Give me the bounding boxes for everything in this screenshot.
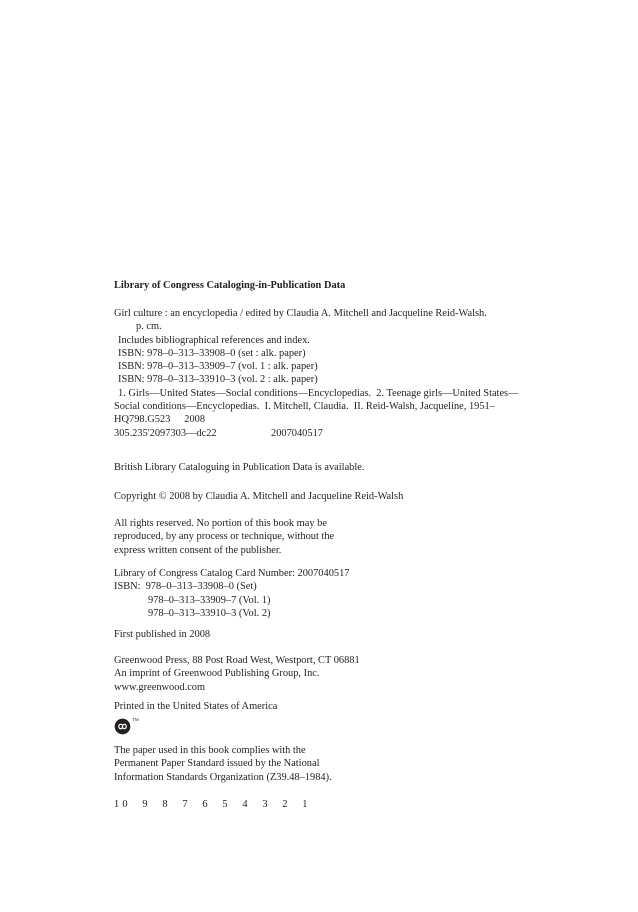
publisher-block bbox=[114, 654, 594, 694]
paper-statement-line: Permanent Paper Standard issued by the National bbox=[114, 758, 320, 770]
rights-line: All rights reserved. No portion of this book may be bbox=[114, 518, 327, 529]
cip-callyear: 2008 bbox=[184, 414, 206, 426]
copyright-statement: Copyright © 2008 by Claudia A. Mitchell and Jacqueline Reid-Walsh bbox=[114, 491, 404, 502]
paper-block bbox=[114, 744, 594, 784]
catalog-block bbox=[114, 567, 594, 620]
cip-subjects-line2: Social conditions—Encyclopedias. I. Mitchell, Claudia. II. Reid-Walsh, Jacqueline, 1951– bbox=[114, 401, 495, 413]
british-library-statement: British Library Cataloguing in Publication Data is available. bbox=[114, 462, 365, 473]
printing-number-line: 10 9 8 7 6 5 4 3 2 1 bbox=[114, 799, 311, 810]
infinity-paper-standard-icon bbox=[114, 718, 131, 735]
cip-heading: Library of Congress Cataloging-in-Publication Data bbox=[114, 280, 346, 291]
rights-line: express written consent of the publisher. bbox=[114, 544, 282, 556]
cip-bibliography-line: Includes bibliographical references and index. bbox=[118, 334, 310, 346]
catalog-card-number: Library of Congress Catalog Card Number: 2007040517 bbox=[114, 568, 350, 579]
cip-block bbox=[114, 279, 594, 292]
cip-callnumber-line bbox=[114, 413, 594, 426]
first-published-block bbox=[114, 628, 594, 641]
printing-line-block bbox=[114, 798, 594, 811]
cip-dewey: 305.235'2097303—dc22 bbox=[114, 427, 217, 439]
rights-line: reproduced, by any process or technique, without the bbox=[114, 531, 335, 543]
copyright-block bbox=[114, 490, 594, 503]
cip-dewey-line bbox=[114, 427, 594, 440]
cip-pages-line: p. cm. bbox=[136, 321, 162, 333]
logo-block bbox=[114, 718, 594, 735]
trademark-mark: TM bbox=[132, 717, 139, 722]
british-line-block bbox=[114, 461, 594, 474]
cip-isbn-vol1: ISBN: 978–0–313–33909–7 (vol. 1 : alk. paper) bbox=[118, 361, 318, 373]
printed-in: Printed in the United States of America bbox=[114, 701, 278, 712]
isbn-vol1: 978–0–313–33909–7 (Vol. 1) bbox=[148, 594, 271, 606]
isbn-vol2: 978–0–313–33910–3 (Vol. 2) bbox=[148, 607, 271, 619]
publisher-website: www.greenwood.com bbox=[114, 681, 206, 693]
cip-isbn-vol2: ISBN: 978–0–313–33910–3 (vol. 2 : alk. paper) bbox=[118, 374, 318, 386]
publisher-address: Greenwood Press, 88 Post Road West, Westport, CT 06881 bbox=[114, 655, 360, 666]
isbn-set: 978–0–313–33908–0 (Set) bbox=[145, 581, 257, 593]
printed-block bbox=[114, 700, 594, 713]
publisher-imprint: An imprint of Greenwood Publishing Group, Inc. bbox=[114, 668, 320, 680]
first-published: First published in 2008 bbox=[114, 629, 211, 640]
rights-block bbox=[114, 517, 594, 557]
cip-isbn-set: ISBN: 978–0–313–33908–0 (set : alk. paper) bbox=[118, 347, 306, 359]
isbn-label: ISBN: bbox=[114, 581, 141, 593]
cip-record bbox=[114, 307, 594, 440]
cip-lccn: 2007040517 bbox=[271, 427, 323, 439]
paper-statement-line: Information Standards Organization (Z39.48–1984). bbox=[114, 771, 332, 783]
cip-callnumber: HQ798.G523 bbox=[114, 414, 171, 426]
cip-title-line: Girl culture : an encyclopedia / edited by Claudia A. Mitchell and Jacqueline Reid-Walsh. bbox=[114, 308, 487, 319]
cip-subjects-line1: 1. Girls—United States—Social conditions—Encyclopedias. 2. Teenage girls—United States— bbox=[118, 387, 519, 399]
paper-statement-line: The paper used in this book complies with the bbox=[114, 745, 306, 756]
isbn-first-line bbox=[114, 580, 594, 593]
